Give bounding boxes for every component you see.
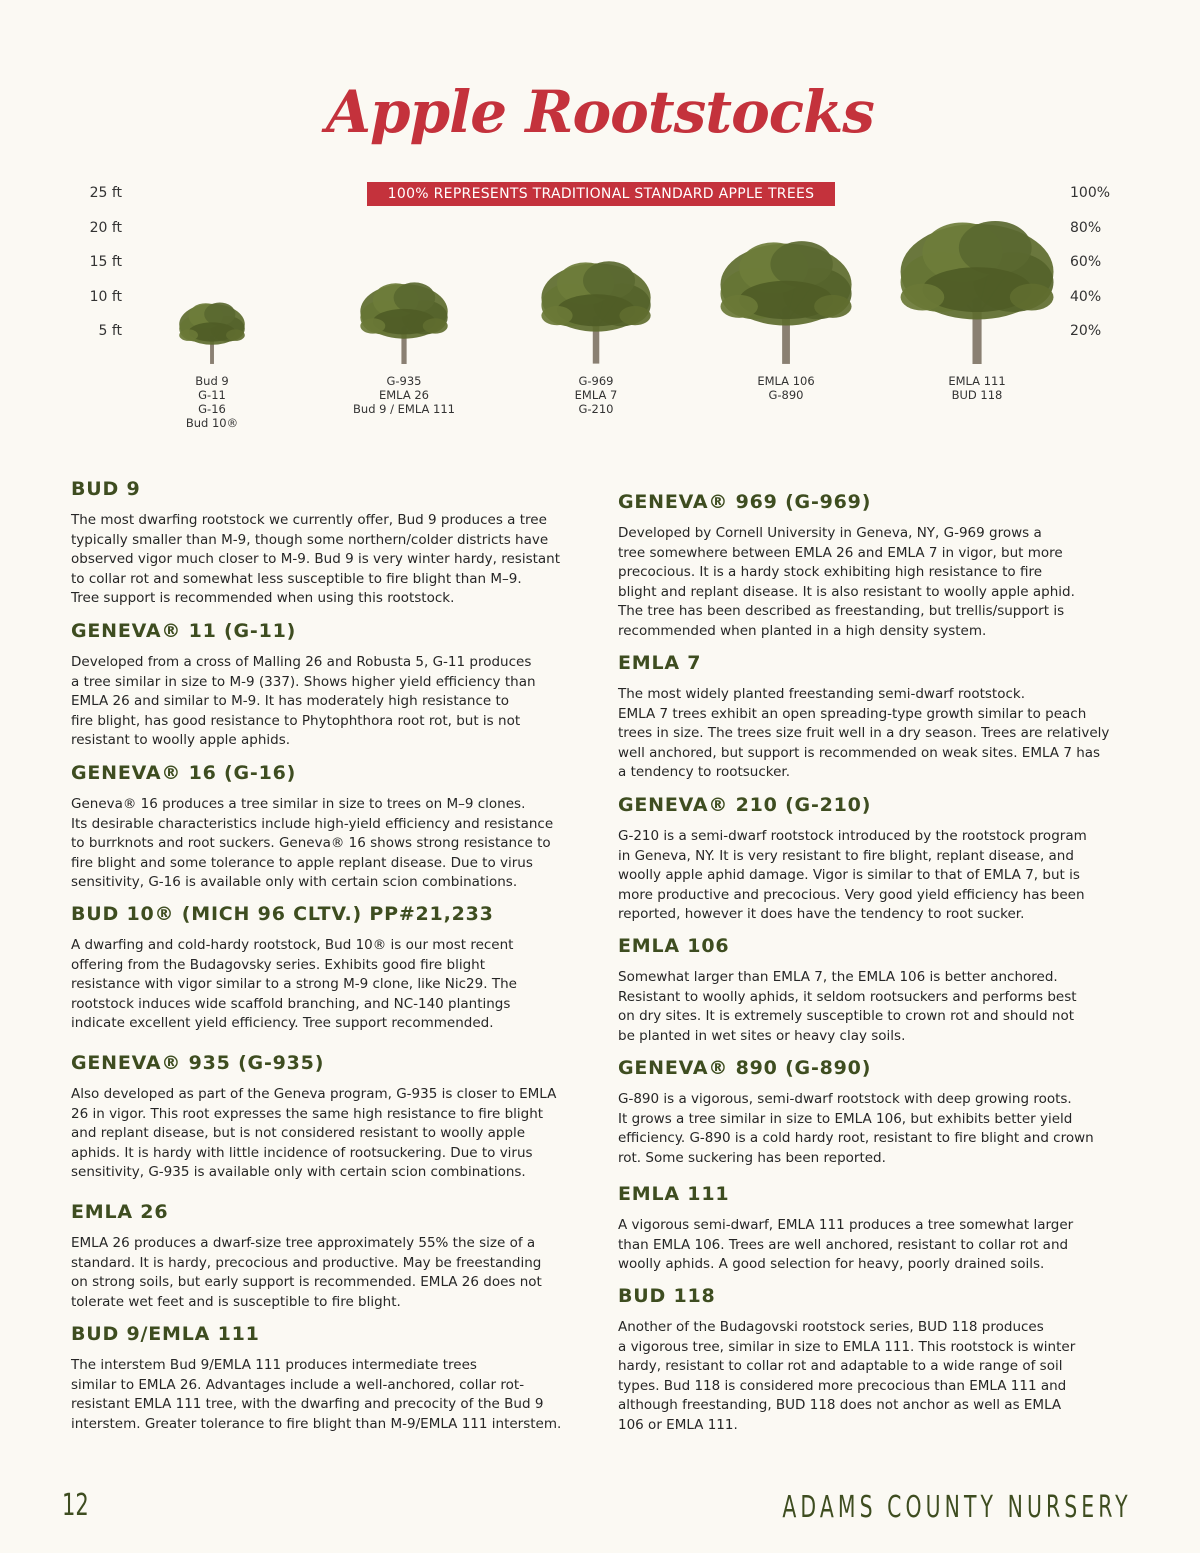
- section-body: Also developed as part of the Geneva program, G-935 is closer to EMLA 26 in vigor. This root expresses the same high resistance to fire blight and replant disease, but is not considered resistant to woolly apple aphids. It is hardy with little incidence of rootsuckering. Due to virus sensitivity, G-935 is available only with certain scion combinations.: [71, 1086, 557, 1181]
- rootstock-label: Bud 9 / EMLA 111: [353, 402, 455, 416]
- section-body: Somewhat larger than EMLA 7, the EMLA 106 is better anchored. Resistant to woolly aphids, it seldom rootsuckers and performs best on dry sites. It is extremely susceptible to crown rot and should not be planted in wet sites or heavy clay soils.: [618, 969, 1077, 1044]
- y-tick-right: 80%: [1070, 219, 1102, 236]
- section-body: The most widely planted freestanding semi-dwarf rootstock. EMLA 7 trees exhibit an open spreading-type growth similar to peach trees in size. The trees size fruit well in a dry season. Trees are relatively well anchored, but support is recommended on weak sites. EMLA 7 has a tendency to rootsucker.: [618, 686, 1110, 781]
- rootstock-label: Bud 9: [195, 374, 229, 388]
- y-tick-left: 15 ft: [89, 254, 122, 270]
- rootstock-label: G-890: [768, 388, 804, 402]
- rootstock-label: Bud 10®: [185, 416, 239, 430]
- rootstock-section: [618, 491, 1138, 642]
- section-body: A vigorous semi-dwarf, EMLA 111 produces a tree somewhat larger than EMLA 106. Trees are well anchored, resistant to collar rot and woolly aphids. A good selection for heavy, poorly drained soils.: [618, 1217, 1074, 1273]
- rootstock-label: G-11: [198, 388, 226, 402]
- section-heading: GENEVA® 890 (G-890): [618, 1057, 872, 1079]
- section-heading: EMLA 106: [618, 935, 730, 957]
- tree-caption: [526, 374, 666, 416]
- page-title: Apple Rootstocks: [326, 78, 874, 146]
- section-body: The most dwarfing rootstock we currently offer, Bud 9 produces a tree typically smaller than M-9, though some northern/colder districts have observed vigor much closer to M-9. Bud 9 is very winter hardy, resistant to collar rot and somewhat less susceptible to fire blight than M–9. Tree support is recommended when using this rootstock.: [71, 512, 561, 607]
- rootstock-section: [618, 794, 1138, 925]
- rootstock-section: [71, 903, 591, 1034]
- rootstock-section: [71, 762, 591, 893]
- y-tick-right: 100%: [1070, 185, 1111, 201]
- y-tick-right: 60%: [1070, 254, 1102, 270]
- section-body: Another of the Budagovski rootstock series, BUD 118 produces a vigorous tree, similar in size to EMLA 111. This rootstock is winter hardy, resistant to collar rot and adaptable to a wide range of soil types. Bud 118 is considered more precocious than EMLA 111 and although freestanding, BUD 118 does not anchor as well as EMLA 106 or EMLA 111.: [618, 1319, 1076, 1433]
- section-heading: BUD 9/EMLA 111: [71, 1323, 260, 1345]
- y-tick-left: 20 ft: [89, 219, 122, 236]
- section-body: G-890 is a vigorous, semi-dwarf rootstock with deep growing roots. It grows a tree similar in size to EMLA 106, but exhibits better yield efficiency. G-890 is a cold hardy root, resistant to fire blight and crown rot. Some suckering has been reported.: [618, 1091, 1094, 1166]
- section-heading: GENEVA® 210 (G-210): [618, 794, 872, 816]
- rootstock-label: EMLA 106: [757, 374, 815, 388]
- rootstock-section: [618, 652, 1138, 783]
- rootstock-label: G-969: [578, 374, 614, 388]
- rootstock-section: [71, 1201, 591, 1312]
- rootstock-section: [618, 935, 1138, 1046]
- section-heading: BUD 118: [618, 1285, 716, 1307]
- rootstock-section: [71, 620, 591, 751]
- rootstock-label: G-210: [578, 402, 614, 416]
- rootstock-label: BUD 118: [951, 388, 1003, 402]
- rootstock-section: [618, 1057, 1138, 1168]
- rootstock-label: EMLA 7: [574, 388, 618, 402]
- rootstock-label: G-935: [386, 374, 422, 388]
- tree-caption: [907, 374, 1047, 402]
- tree-caption: [334, 374, 474, 416]
- tree-mark: [531, 257, 661, 364]
- y-tick-left: 10 ft: [89, 288, 122, 305]
- section-body: The interstem Bud 9/EMLA 111 produces intermediate trees similar to EMLA 26. Advantages include a well-anchored, collar rot- resistant EMLA 111 tree, with the dwarfing and precocity of the Bud 9 interstem. Greater tolerance to fire blight than M-9/EMLA 111 interstem.: [71, 1357, 562, 1432]
- rootstock-section: [618, 1183, 1138, 1275]
- section-body: Geneva® 16 produces a tree similar in size to trees on M–9 clones. Its desirable characteristics include high-yield efficiency and resistance to burrknots and root suckers. Geneva® 16 shows strong resistance to fire blight and some tolerance to apple replant disease. Due to virus sensitivity, G-16 is available only with certain scion combinations.: [71, 796, 554, 891]
- rootstock-section: [71, 1323, 591, 1434]
- rootstock-section: [618, 1285, 1138, 1436]
- tree-caption: [716, 374, 856, 402]
- section-heading: EMLA 111: [618, 1183, 730, 1205]
- page-number: 12: [62, 1488, 89, 1523]
- section-body: Developed by Cornell University in Geneva, NY, G-969 grows a tree somewhere between EMLA 26 and EMLA 7 in vigor, but more precocious. It is a hardy stock exhibiting high resistance to fire blight and replant disease. It is also resistant to woolly apple aphid. The tree has been described as freestanding, but trellis/support is recommended when planted in a high density system.: [618, 525, 1075, 639]
- tree-caption: [142, 374, 282, 430]
- section-heading: BUD 10® (MICH 96 CLTV.) PP#21,233: [71, 903, 494, 925]
- tree-mark: [886, 215, 1068, 364]
- section-heading: EMLA 26: [71, 1201, 169, 1223]
- rootstock-label: EMLA 111: [948, 374, 1006, 388]
- section-heading: GENEVA® 935 (G-935): [71, 1052, 325, 1074]
- rootstock-section: [71, 1052, 591, 1183]
- section-heading: GENEVA® 969 (G-969): [618, 491, 872, 513]
- section-heading: GENEVA® 11 (G-11): [71, 620, 297, 642]
- tree-mark: [173, 300, 251, 364]
- rootstock-label: G-16: [198, 402, 226, 416]
- y-tick-left: 5 ft: [98, 323, 122, 339]
- y-tick-left: 25 ft: [89, 185, 122, 201]
- rootstock-label: EMLA 26: [378, 388, 429, 402]
- tree-mark: [708, 236, 864, 364]
- brand-name: ADAMS COUNTY NURSERY: [782, 1490, 1132, 1525]
- section-body: G-210 is a semi-dwarf rootstock introduced by the rootstock program in Geneva, NY. It is very resistant to fire blight, replant disease, and woolly apple aphid damage. Vigor is similar to that of EMLA 7, but is more productive and precocious. Very good yield efficiency has been reported, however it does have the tendency to root sucker.: [618, 828, 1087, 923]
- rootstock-section: [71, 478, 591, 609]
- section-heading: GENEVA® 16 (G-16): [71, 762, 297, 784]
- tree-mark: [352, 279, 456, 364]
- section-heading: EMLA 7: [618, 652, 702, 674]
- y-tick-right: 20%: [1070, 323, 1102, 339]
- section-body: A dwarfing and cold-hardy rootstock, Bud 10® is our most recent offering from the Budagovsky series. Exhibits good fire blight resistance with vigor similar to a strong M-9 clone, like Nic29. The rootstock induces wide scaffold branching, and NC-140 plantings indicate excellent yield efficiency. Tree support recommended.: [71, 937, 517, 1032]
- section-body: EMLA 26 produces a dwarf-size tree approximately 55% the size of a standard. It is hardy, precocious and productive. May be freestanding on strong soils, but early support is recommended. EMLA 26 does not tolerate wet feet and is susceptible to fire blight.: [71, 1235, 542, 1310]
- section-body: Developed from a cross of Malling 26 and Robusta 5, G-11 produces a tree similar in size to M-9 (337). Shows higher yield efficiency than EMLA 26 and similar to M-9. It has moderately high resistance to fire blight, has good resistance to Phytophthora root rot, but is not resistant to woolly apple aphids.: [71, 654, 536, 749]
- y-tick-right: 40%: [1070, 288, 1102, 305]
- section-heading: BUD 9: [71, 478, 141, 500]
- scale-banner: 100% REPRESENTS TRADITIONAL STANDARD APPLE TREES: [367, 182, 835, 206]
